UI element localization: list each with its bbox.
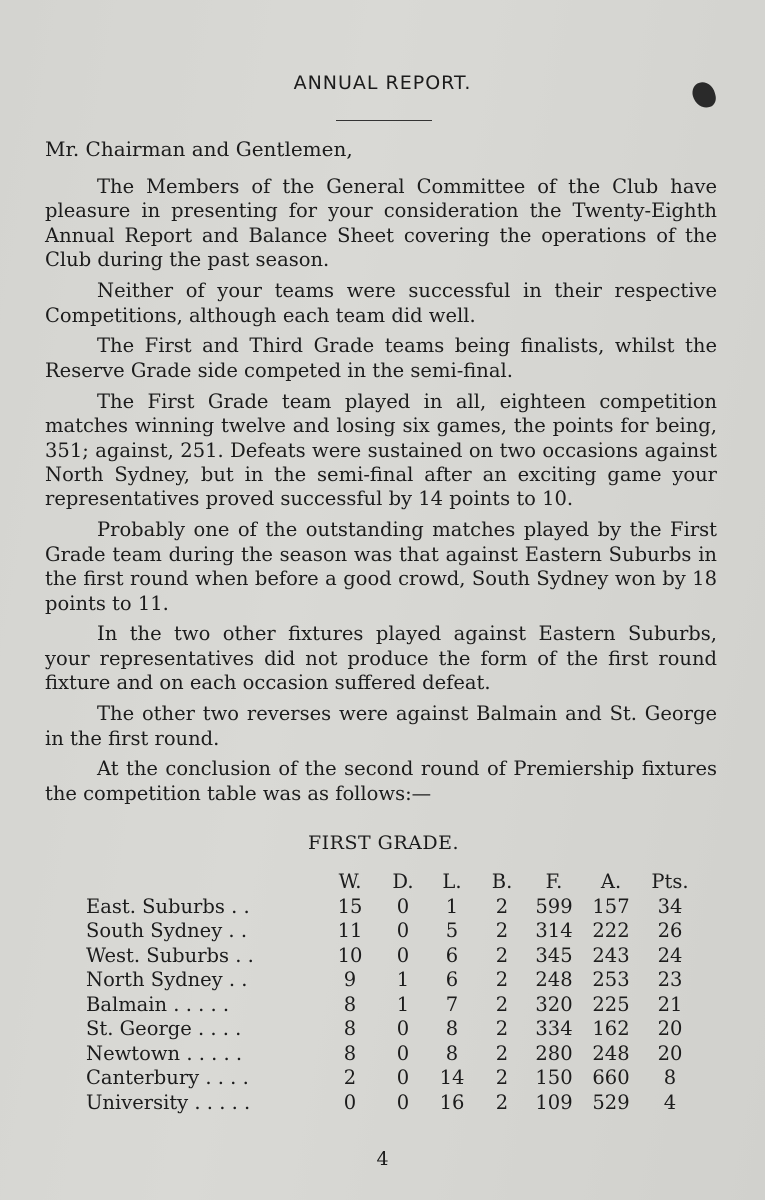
cell-losses: 8 (445, 1041, 459, 1065)
report-title: ANNUAL REPORT. (293, 72, 472, 94)
cell-points-for: 248 (535, 968, 573, 991)
cell-points-against: 248 (592, 1041, 630, 1065)
cell-losses: 5 (445, 919, 459, 942)
table-row (86, 919, 700, 944)
paragraph-outstanding-match: Probably one of the outstanding matches played by the First Grade team during the season was that against Eastern Suburbs in the first round when before a good crowd, South Sydney won by 18 points to 11. (45, 518, 717, 615)
cell-draws: 0 (396, 943, 410, 967)
title-divider (336, 120, 432, 121)
cell-wins: 8 (343, 1017, 357, 1040)
team-name: Balmain . . . . . (86, 992, 230, 1016)
standings-title: FIRST GRADE. (307, 832, 460, 854)
cell-byes: 2 (495, 1041, 509, 1065)
header-points-against: A. (600, 870, 622, 893)
paragraph-finalists: The First and Third Grade teams being finalists, whilst the Reserve Grade side competed in the semi-final. (45, 334, 717, 382)
team-name: Newtown . . . . . (86, 1041, 243, 1065)
cell-draws: 1 (396, 992, 410, 1016)
cell-points-against: 253 (592, 968, 630, 991)
header-draws: D. (392, 870, 414, 893)
cell-draws: 0 (396, 919, 410, 942)
cell-competition-points: 4 (663, 1090, 677, 1114)
table-row (86, 1017, 700, 1042)
table-row (86, 1042, 700, 1067)
cell-wins: 8 (343, 992, 357, 1016)
cell-wins: 0 (343, 1090, 357, 1114)
cell-points-against: 225 (592, 992, 630, 1016)
cell-losses: 1 (445, 894, 459, 918)
cell-points-for: 345 (535, 943, 573, 967)
report-body (45, 175, 717, 813)
cell-points-for: 314 (535, 919, 573, 942)
cell-competition-points: 34 (657, 894, 683, 918)
cell-points-for: 334 (535, 1017, 573, 1040)
header-byes: B. (491, 870, 513, 893)
cell-points-for: 320 (535, 992, 573, 1016)
cell-wins: 15 (337, 894, 363, 918)
cell-losses: 8 (445, 1017, 459, 1040)
paragraph-reverses: The other two reverses were against Balmain and St. George in the first round. (45, 702, 717, 750)
team-name: University . . . . . (86, 1090, 251, 1114)
cell-losses: 6 (445, 968, 459, 991)
cell-points-against: 222 (592, 919, 630, 942)
cell-wins: 10 (337, 943, 363, 967)
cell-points-against: 162 (592, 1017, 630, 1040)
cell-byes: 2 (495, 943, 509, 967)
table-row (86, 1091, 700, 1116)
table-row (86, 944, 700, 969)
table-row (86, 895, 700, 920)
cell-wins: 2 (343, 1066, 357, 1089)
cell-points-for: 150 (535, 1066, 573, 1089)
paragraph-first-grade: The First Grade team played in all, eighteen competition matches winning twelve and losing six games, the points for being, 351; against, 251. Defeats were sustained on two occasions against North Sydney, but in the semi-final after an exciting game your representatives proved successful by 14 points to 10. (45, 389, 717, 511)
cell-byes: 2 (495, 1090, 509, 1114)
team-name: North Sydney . . (86, 968, 248, 991)
cell-competition-points: 26 (657, 919, 683, 942)
cell-competition-points: 23 (657, 968, 683, 991)
cell-draws: 0 (396, 894, 410, 918)
header-wins: W. (338, 870, 362, 893)
cell-byes: 2 (495, 968, 509, 991)
paragraph-table-intro: At the conclusion of the second round of Premiership fixtures the competition table was as follows:— (45, 757, 717, 805)
table-row (86, 993, 700, 1018)
standings-table (86, 870, 700, 1115)
header-competition-points: Pts. (651, 870, 689, 893)
cell-wins: 9 (343, 968, 357, 991)
cell-byes: 2 (495, 992, 509, 1016)
team-name: Canterbury . . . . (86, 1066, 249, 1089)
cell-points-against: 243 (592, 943, 630, 967)
cell-competition-points: 20 (657, 1017, 683, 1040)
cell-byes: 2 (495, 1017, 509, 1040)
page-number: 4 (376, 1148, 389, 1170)
team-name: St. George . . . . (86, 1017, 242, 1040)
paragraph-intro: The Members of the General Committee of the Club have pleasure in presenting for your consideration the Twenty-Eighth Annual Report and Balance Sheet covering the operations of the Club during the past season. (45, 175, 717, 272)
cell-losses: 6 (445, 943, 459, 967)
cell-points-for: 599 (535, 894, 573, 918)
cell-points-against: 529 (592, 1090, 630, 1114)
table-row (86, 1066, 700, 1091)
cell-points-for: 109 (535, 1090, 573, 1114)
cell-losses: 14 (439, 1066, 465, 1089)
cell-draws: 1 (396, 968, 410, 991)
cell-draws: 0 (396, 1017, 410, 1040)
team-name: West. Suburbs . . (86, 943, 254, 967)
table-row (86, 968, 700, 993)
cell-losses: 7 (445, 992, 459, 1016)
cell-competition-points: 21 (657, 992, 683, 1016)
cell-losses: 16 (439, 1090, 465, 1114)
standings-header-row (86, 870, 700, 895)
cell-wins: 8 (343, 1041, 357, 1065)
header-points-for: F. (545, 870, 563, 893)
cell-wins: 11 (337, 919, 363, 942)
header-losses: L. (442, 870, 462, 893)
salutation: Mr. Chairman and Gentlemen, (45, 137, 353, 161)
cell-points-against: 157 (592, 894, 630, 918)
cell-byes: 2 (495, 919, 509, 942)
cell-byes: 2 (495, 894, 509, 918)
paragraph-other-fixtures: In the two other fixtures played against Eastern Suburbs, your representatives did not produce the form of the first round fixture and on each occasion suffered defeat. (45, 622, 717, 695)
cell-draws: 0 (396, 1041, 410, 1065)
cell-points-for: 280 (535, 1041, 573, 1065)
cell-draws: 0 (396, 1066, 410, 1089)
paragraph-teams: Neither of your teams were successful in their respective Competitions, although each team did well. (45, 279, 717, 327)
cell-byes: 2 (495, 1066, 509, 1089)
cell-points-against: 660 (592, 1066, 630, 1089)
cell-competition-points: 20 (657, 1041, 683, 1065)
cell-competition-points: 8 (663, 1066, 677, 1089)
cell-draws: 0 (396, 1090, 410, 1114)
header-team (86, 870, 320, 895)
team-name: East. Suburbs . . (86, 894, 250, 918)
team-name: South Sydney . . (86, 919, 248, 942)
cell-competition-points: 24 (657, 943, 683, 967)
